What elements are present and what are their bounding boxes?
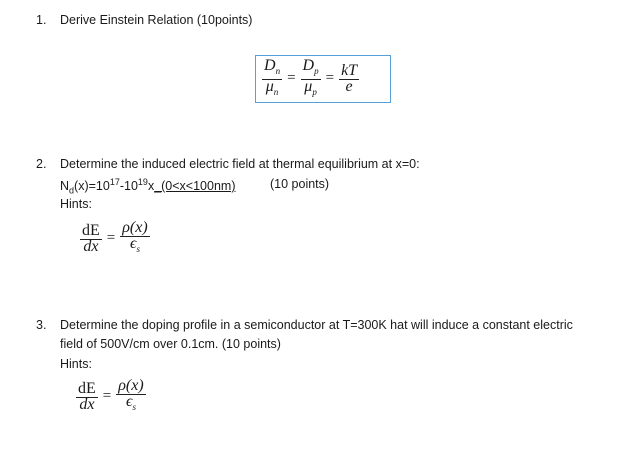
mun-symbol: μ bbox=[265, 78, 274, 96]
q2-exponent-2: 19 bbox=[137, 177, 148, 187]
q1-text: Derive Einstein Relation (10points) bbox=[60, 13, 253, 27]
q3-eps-symbol: ϵ bbox=[125, 393, 133, 410]
q2-eps-symbol: ϵ bbox=[129, 235, 137, 252]
q2-range: _(0<x<100nm) bbox=[154, 179, 236, 194]
dn-subscript: n bbox=[275, 66, 281, 77]
q2-hints-label: Hints: bbox=[60, 197, 92, 211]
q2-expr-part2: -10 bbox=[119, 179, 138, 194]
dp-over-mup-fraction bbox=[301, 58, 321, 99]
q3-rho-over-eps-fraction bbox=[116, 378, 145, 414]
q2-exponent-1: 17 bbox=[109, 177, 120, 187]
q3-equals-sign: = bbox=[102, 387, 112, 404]
q3-rho-symbol: ρ(x) bbox=[118, 377, 144, 394]
q2-rho-symbol: ρ(x) bbox=[122, 219, 148, 236]
q2-expr-part1: (x)=10 bbox=[74, 179, 110, 194]
q3-text-line2: field of 500V/cm over 0.1cm. (10 points) bbox=[60, 337, 281, 351]
einstein-relation-equation bbox=[262, 58, 359, 99]
q2-hint-equation bbox=[80, 220, 150, 256]
q2-eps-subscript: s bbox=[136, 244, 140, 255]
dp-symbol: D bbox=[302, 57, 315, 74]
q2-de-dx-fraction bbox=[80, 223, 102, 254]
q3-hints-label: Hints: bbox=[60, 357, 92, 371]
q2-expr-part3: x bbox=[147, 179, 155, 194]
q3-eps-subscript: s bbox=[132, 402, 136, 413]
equals-sign-1: = bbox=[287, 70, 296, 87]
nd-subscript: d bbox=[69, 185, 75, 196]
q2-points: (10 points) bbox=[270, 177, 330, 191]
q2-number: 2. bbox=[36, 157, 47, 171]
equals-sign-2: = bbox=[325, 70, 335, 87]
mup-symbol: μ bbox=[304, 78, 313, 96]
q3-text: Determine the doping profile in a semiconductor at T=300K hat will induce a constant electric bbox=[60, 318, 573, 332]
q2-rho-over-eps-fraction bbox=[120, 220, 149, 256]
q3-de-symbol: dE bbox=[78, 379, 96, 397]
e-symbol: e bbox=[345, 78, 353, 96]
q3-dx-symbol: dx bbox=[79, 395, 95, 413]
mup-subscript: p bbox=[312, 87, 317, 98]
q2-text: Determine the induced electric field at thermal equilibrium at x=0: bbox=[60, 157, 420, 171]
q2-doping-line bbox=[60, 177, 236, 196]
nd-symbol: N bbox=[60, 179, 70, 194]
q3-number: 3. bbox=[36, 318, 47, 332]
q1-number: 1. bbox=[36, 13, 47, 27]
q3-hint-equation bbox=[76, 378, 146, 414]
mun-subscript: n bbox=[273, 87, 279, 98]
kt-over-e-fraction bbox=[339, 63, 359, 94]
q2-equals-sign: = bbox=[106, 229, 116, 246]
dn-symbol: D bbox=[264, 57, 276, 74]
q3-de-dx-fraction bbox=[76, 381, 98, 412]
dn-over-mun-fraction bbox=[262, 58, 282, 99]
dp-subscript: p bbox=[314, 66, 319, 77]
kt-symbol: kT bbox=[341, 62, 358, 80]
q2-dx-symbol: dx bbox=[83, 237, 99, 255]
q2-de-symbol: dE bbox=[82, 221, 100, 239]
